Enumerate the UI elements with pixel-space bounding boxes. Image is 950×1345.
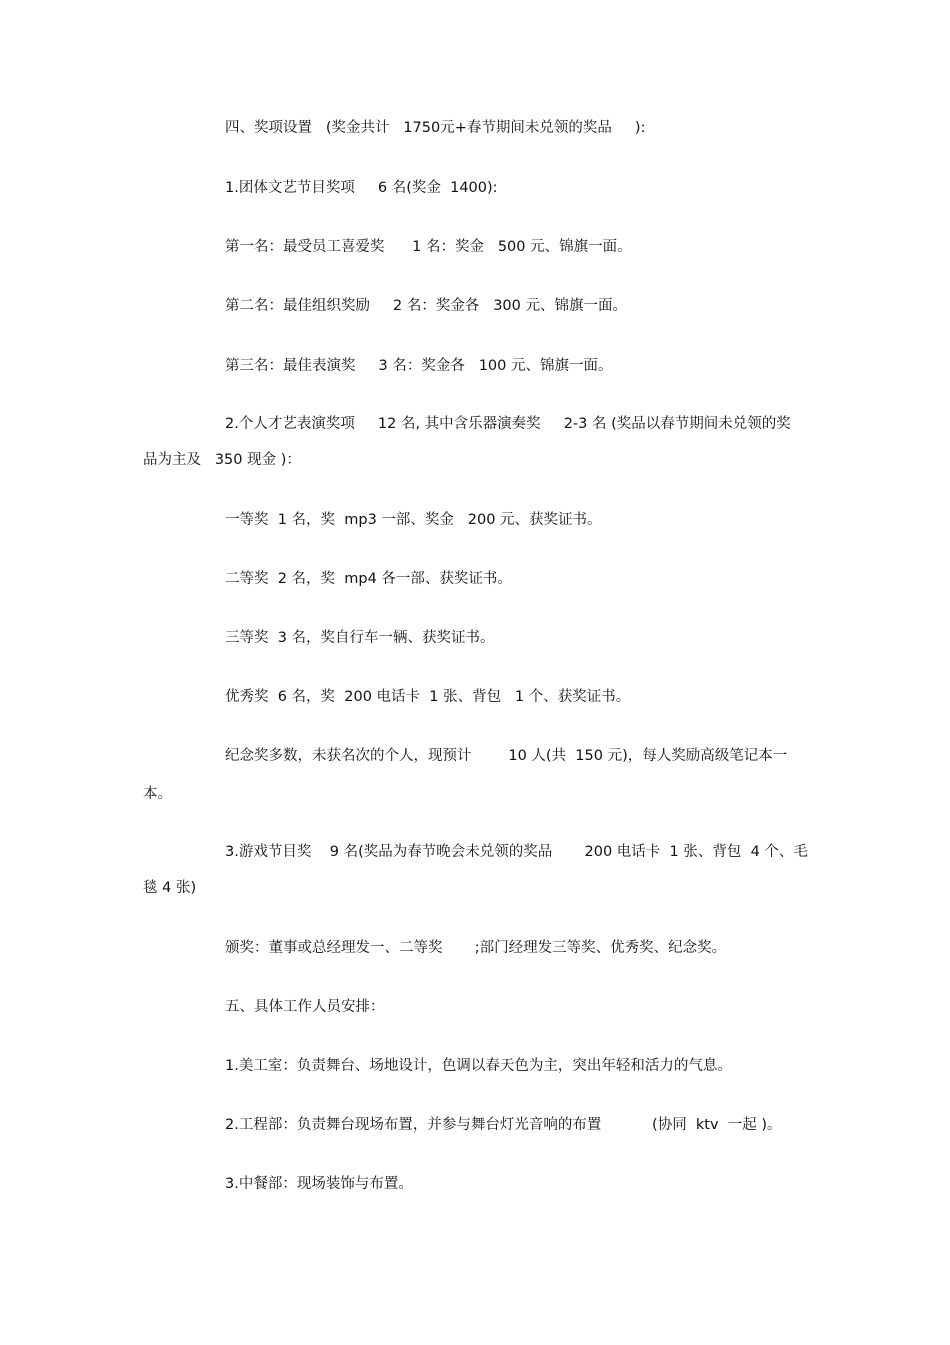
paragraph: 一等奖 1 名，奖 mp3 一部、奖金 200 元、获奖证书。 [225,512,602,528]
paragraph-continuation: 本。 [143,786,172,802]
section-heading-staff: 五、具体工作人员安排： [225,999,385,1015]
paragraph: 纪念奖多数，未获名次的个人，现预计 10 人(共 150 元)，每人奖励高级笔记本一 [225,748,788,764]
paragraph: 1.美工室：负责舞台、场地设计，色调以春天色为主，突出年轻和活力的气息。 [225,1058,732,1074]
paragraph: 三等奖 3 名，奖自行车一辆、获奖证书。 [225,630,495,646]
paragraph: 3.中餐部：现场装饰与布置。 [225,1176,413,1192]
paragraph: 3.游戏节目奖 9 名(奖品为春节晚会未兑领的奖品 200 电话卡 1 张、背包 4 个、毛 [225,844,808,860]
paragraph: 优秀奖 6 名，奖 200 电话卡 1 张、背包 1 个、获奖证书。 [225,689,631,705]
paragraph: 二等奖 2 名，奖 mp4 各一部、获奖证书。 [225,571,512,587]
paragraph-continuation: 品为主及 350 现金 )： [143,452,301,468]
paragraph: 2.工程部：负责舞台现场布置，并参与舞台灯光音响的布置 (协同 ktv 一起 )。 [225,1117,782,1133]
paragraph: 第二名：最佳组织奖励 2 名：奖金各 300 元、锦旗一面。 [225,298,627,314]
paragraph: 第一名：最受员工喜爱奖 1 名：奖金 500 元、锦旗一面。 [225,239,632,255]
paragraph: 颁奖：董事或总经理发一、二等奖 ;部门经理发三等奖、优秀奖、纪念奖。 [225,940,727,956]
paragraph-continuation: 毯 4 张) [143,880,197,896]
paragraph: 1.团体文艺节目奖项 6 名(奖金 1400): [225,180,498,196]
section-heading-awards: 四、奖项设置 (奖金共计 1750元+春节期间未兑领的奖品 ): [225,120,646,136]
paragraph: 第三名：最佳表演奖 3 名：奖金各 100 元、锦旗一面。 [225,358,613,374]
paragraph: 2.个人才艺表演奖项 12 名, 其中含乐器演奏奖 2-3 名 (奖品以春节期间未兑领的奖 [225,416,791,432]
